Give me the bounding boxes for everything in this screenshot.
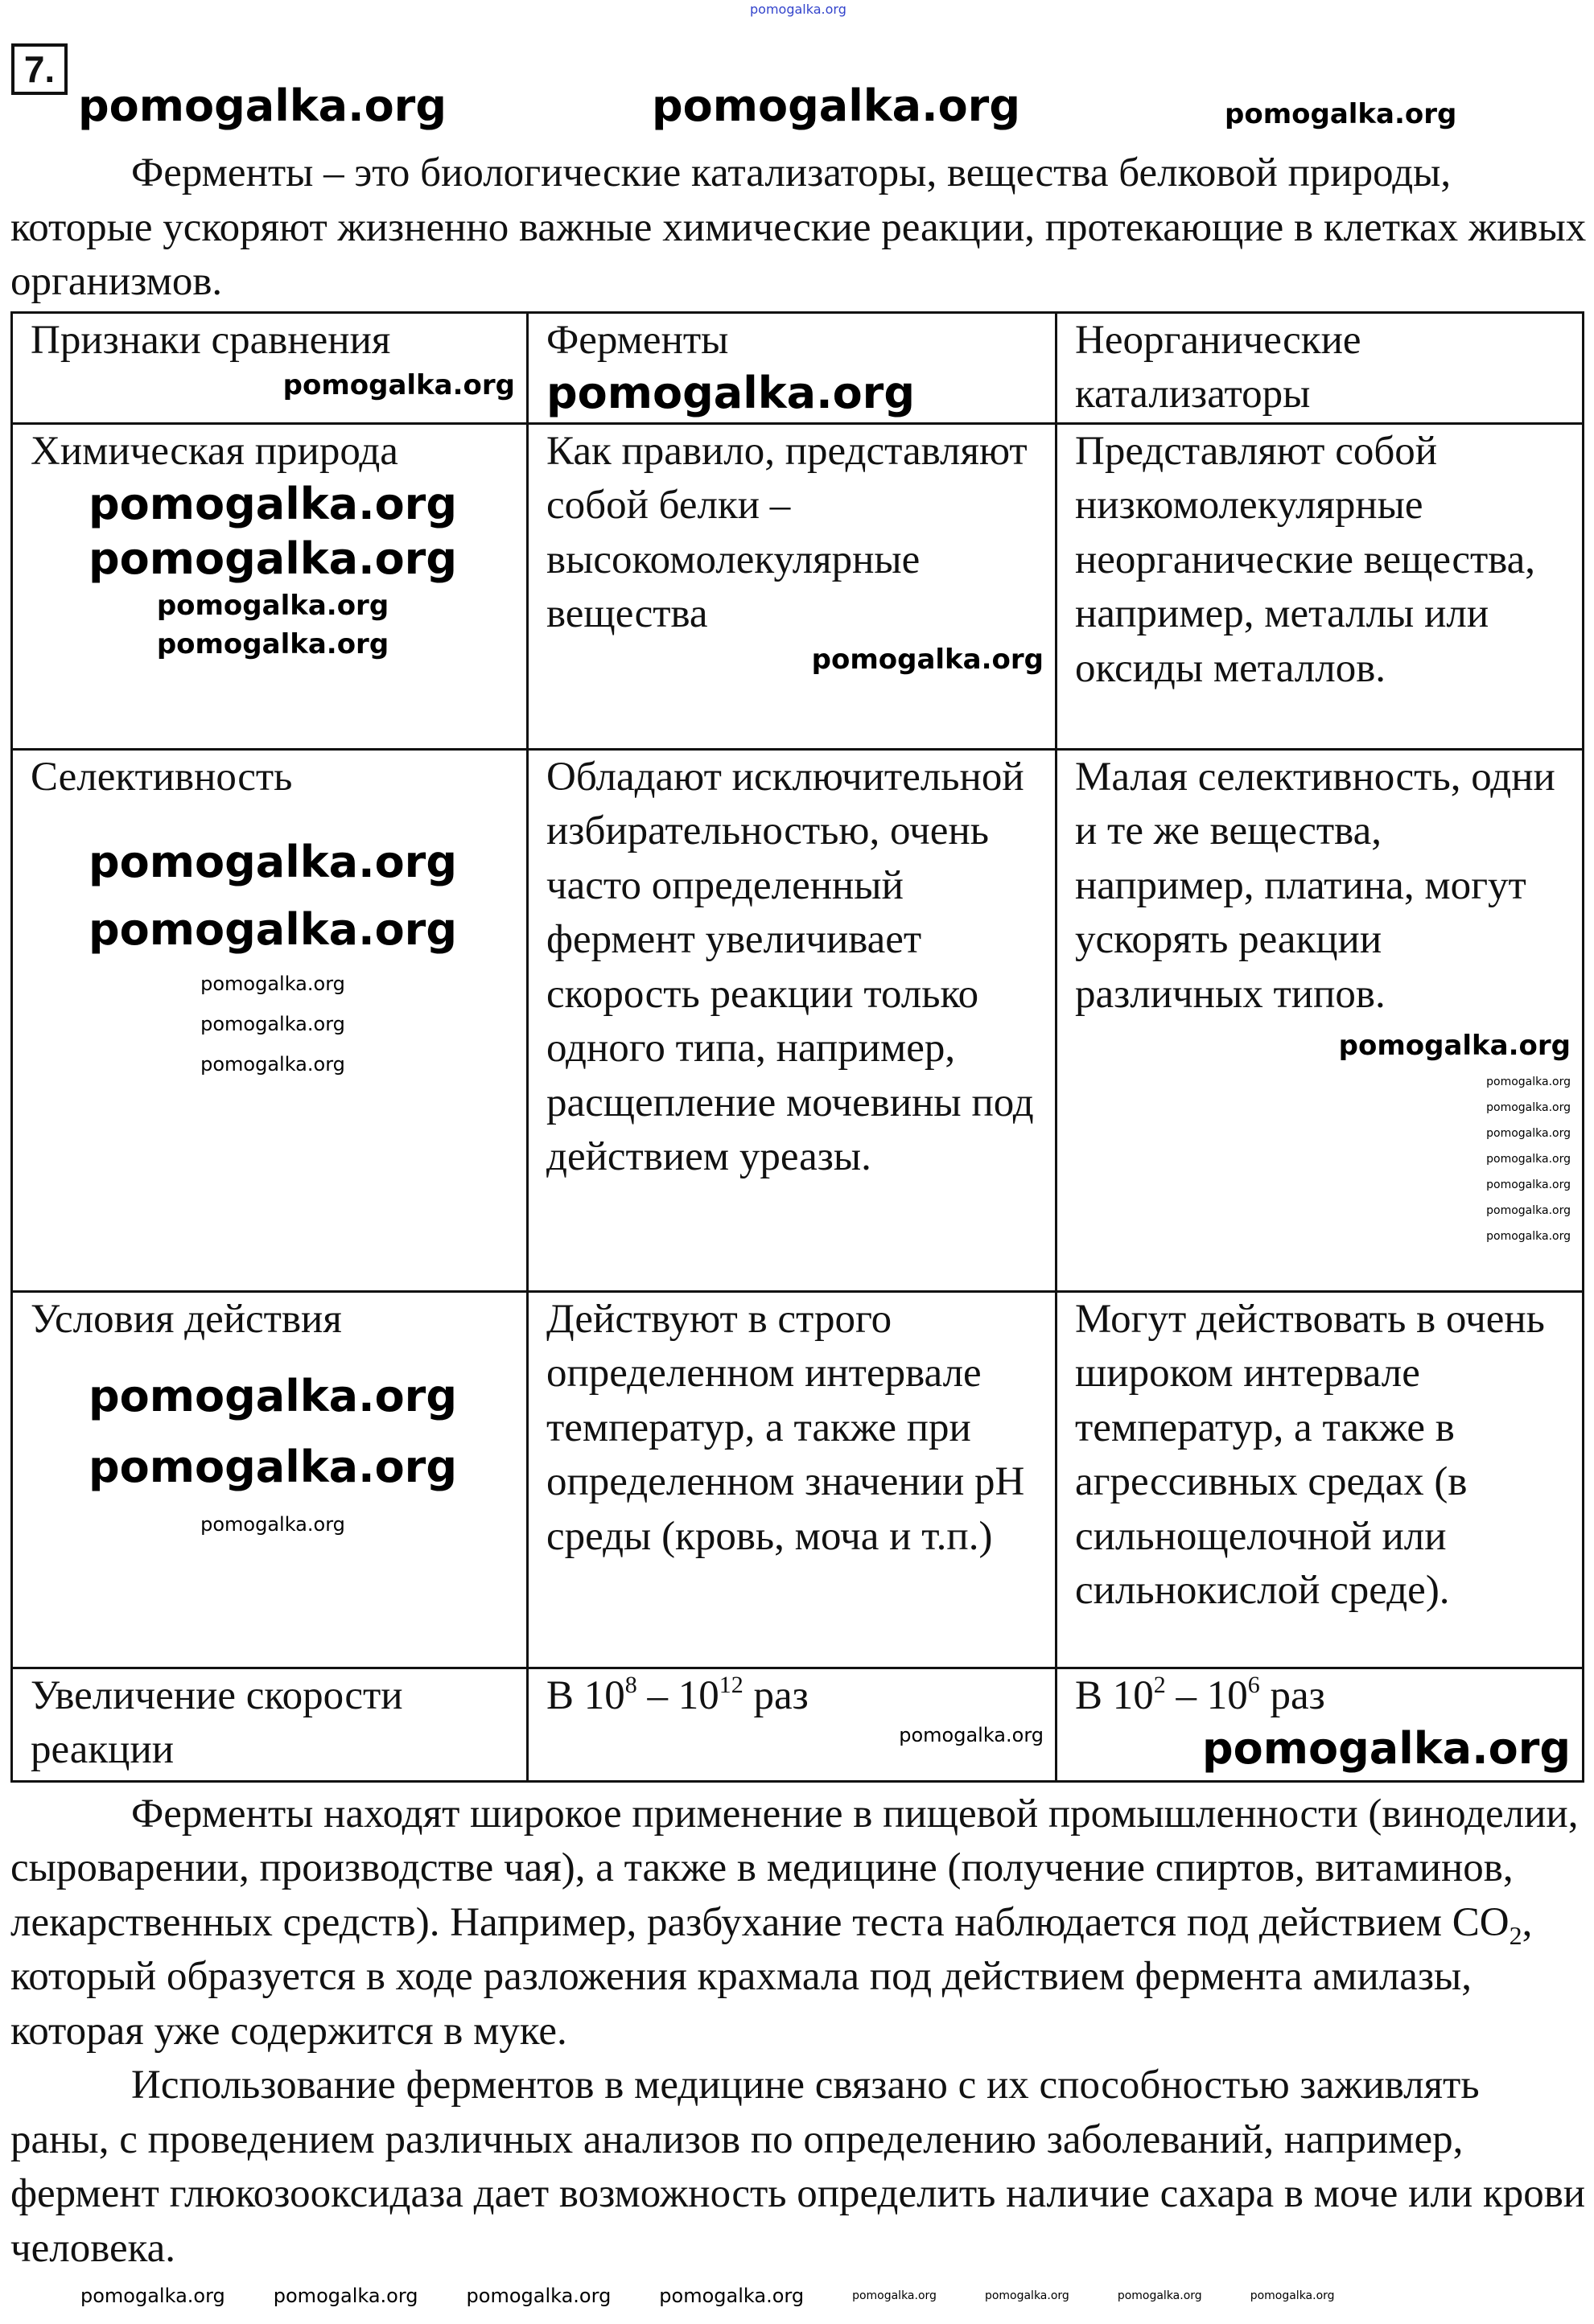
task-number: 7. [11, 43, 68, 95]
outro-paragraphs [10, 1787, 1588, 2277]
outro-text: Использование ферментов в медицине связано с их способностью заживлять раны, с проведением различных анализов по определению заболеваний, например, фермент глюкозооксидаза дает возможность определить наличие сахара в моче или крови человека. [10, 2063, 1586, 2271]
watermark: pomogalka.org [1486, 1204, 1571, 1217]
header-cell: Неорганические катализаторы [1056, 312, 1584, 423]
table-cell [528, 423, 1056, 749]
cell-text: Как правило, представляют собой белки – высокомолекулярные вещества [546, 428, 1028, 636]
watermark: pomogalka.org [1486, 1101, 1571, 1114]
watermark: pomogalka.org [89, 533, 457, 584]
watermark: pomogalka.org [1486, 1153, 1571, 1166]
watermark: pomogalka.org [156, 590, 389, 622]
watermark: pomogalka.org [89, 904, 457, 955]
watermark: pomogalka.org [273, 2285, 418, 2307]
rate-text: В 10 [546, 1672, 625, 1718]
outro-text: Ферменты находят широкое применение в пищевой промышленности (виноделии, сыроварении, производстве чая), а также в медицине (получение спиртов, витаминов, лекарственных средств). Например, разбухание теста наблюдается под действием CO [10, 1791, 1579, 1945]
table-cell [1056, 749, 1584, 1291]
header-cell [12, 312, 528, 423]
watermark: pomogalka.org [200, 973, 345, 995]
table-cell: Увеличение скорости реакции [12, 1668, 528, 1781]
watermark: pomogalka.org [750, 2, 846, 17]
watermark: pomogalka.org [200, 1013, 345, 1035]
subscript: 2 [1509, 1920, 1522, 1950]
comparison-table [10, 311, 1584, 1783]
watermark: pomogalka.org [899, 1724, 1044, 1746]
watermark-row [78, 80, 1575, 132]
cell-text: Селективность [31, 754, 293, 800]
table-cell [12, 1291, 528, 1668]
outro-text: , который образуется в ходе разложения крахмала под действием фермента амилазы, которая уже содержится в муке. [10, 1899, 1533, 2054]
rate-text: раз [1259, 1672, 1325, 1718]
cell-text: Химическая природа [31, 428, 398, 474]
watermark: pomogalka.org [1225, 98, 1457, 130]
table-cell [12, 749, 528, 1291]
table-row [12, 423, 1584, 749]
table-cell: Могут действовать в очень широком интервале температур, а также в агрессивных средах (в сильнощелочной или сильнокислой среде). [1056, 1291, 1584, 1668]
watermark: pomogalka.org [156, 628, 389, 660]
watermark: pomogalka.org [1202, 1723, 1571, 1774]
cell-text: Малая селективность, одни и те же вещества, например, платина, могут ускорять реакции различных типов. [1075, 754, 1555, 1017]
table-row [12, 1668, 1584, 1781]
watermark: pomogalka.org [811, 643, 1044, 676]
watermark: pomogalka.org [1486, 1178, 1571, 1191]
watermark: pomogalka.org [984, 2289, 1069, 2302]
watermark: pomogalka.org [1250, 2289, 1335, 2302]
watermark: pomogalka.org [466, 2285, 612, 2307]
rate-text: – 10 [1165, 1672, 1248, 1718]
header-cell [528, 312, 1056, 423]
header-text: Признаки сравнения [31, 317, 391, 363]
rate-exponent: 2 [1153, 1671, 1166, 1698]
rate-inorganic [1056, 1668, 1584, 1781]
watermark: pomogalka.org [1486, 1230, 1571, 1243]
rate-text: раз [743, 1672, 809, 1718]
watermark-row [80, 2284, 1529, 2308]
outro-paragraph-1 [10, 1787, 1588, 2059]
watermark: pomogalka.org [200, 1053, 345, 1076]
watermark: pomogalka.org [89, 837, 457, 887]
watermark: pomogalka.org [80, 2285, 225, 2307]
table-cell: Действуют в строго определенном интервале температур, а также при определенном значении pH среды (кровь, моча и т.п.) [528, 1291, 1056, 1668]
table-cell [12, 423, 528, 749]
intro-text: Ферменты – это биологические катализаторы, вещества белковой природы, которые ускоряют жизненно важные химические реакции, протекающие в клетках живых организмов. [10, 150, 1587, 304]
intro-paragraph [10, 146, 1588, 310]
watermark: pomogalka.org [852, 2289, 937, 2302]
watermark: pomogalka.org [1486, 1127, 1571, 1140]
outro-paragraph-2 [10, 2059, 1588, 2276]
watermark: pomogalka.org [200, 1513, 345, 1536]
watermark: pomogalka.org [78, 80, 447, 131]
table-header-row [12, 312, 1584, 423]
watermark: pomogalka.org [89, 479, 457, 529]
rate-text: – 10 [636, 1672, 719, 1718]
table-cell: Обладают исключительной избирательностью, очень часто определенный фермент увеличивает скорость реакции только одного типа, например, расщепление мочевины под действием уреазы. [528, 749, 1056, 1291]
watermark: pomogalka.org [1486, 1076, 1571, 1088]
rate-text: В 10 [1075, 1672, 1154, 1718]
watermark: pomogalka.org [652, 80, 1020, 131]
watermark: pomogalka.org [659, 2285, 805, 2307]
table-cell: Представляют собой низкомолекулярные неорганические вещества, например, металлы или оксиды металлов. [1056, 423, 1584, 749]
rate-exponent: 6 [1247, 1671, 1260, 1698]
watermark: pomogalka.org [89, 1442, 457, 1492]
table-row [12, 1291, 1584, 1668]
watermark: pomogalka.org [1338, 1030, 1571, 1062]
table-row [12, 749, 1584, 1291]
watermark: pomogalka.org [282, 369, 515, 401]
header-text: Ферменты [546, 317, 729, 363]
cell-text: Условия действия [31, 1296, 342, 1342]
rate-exponent: 12 [719, 1671, 743, 1698]
watermark: pomogalka.org [1117, 2289, 1202, 2302]
watermark: pomogalka.org [89, 1371, 457, 1421]
rate-enzymes [528, 1668, 1056, 1781]
top-area [0, 0, 1594, 146]
watermark: pomogalka.org [546, 368, 915, 418]
rate-exponent: 8 [624, 1671, 637, 1698]
